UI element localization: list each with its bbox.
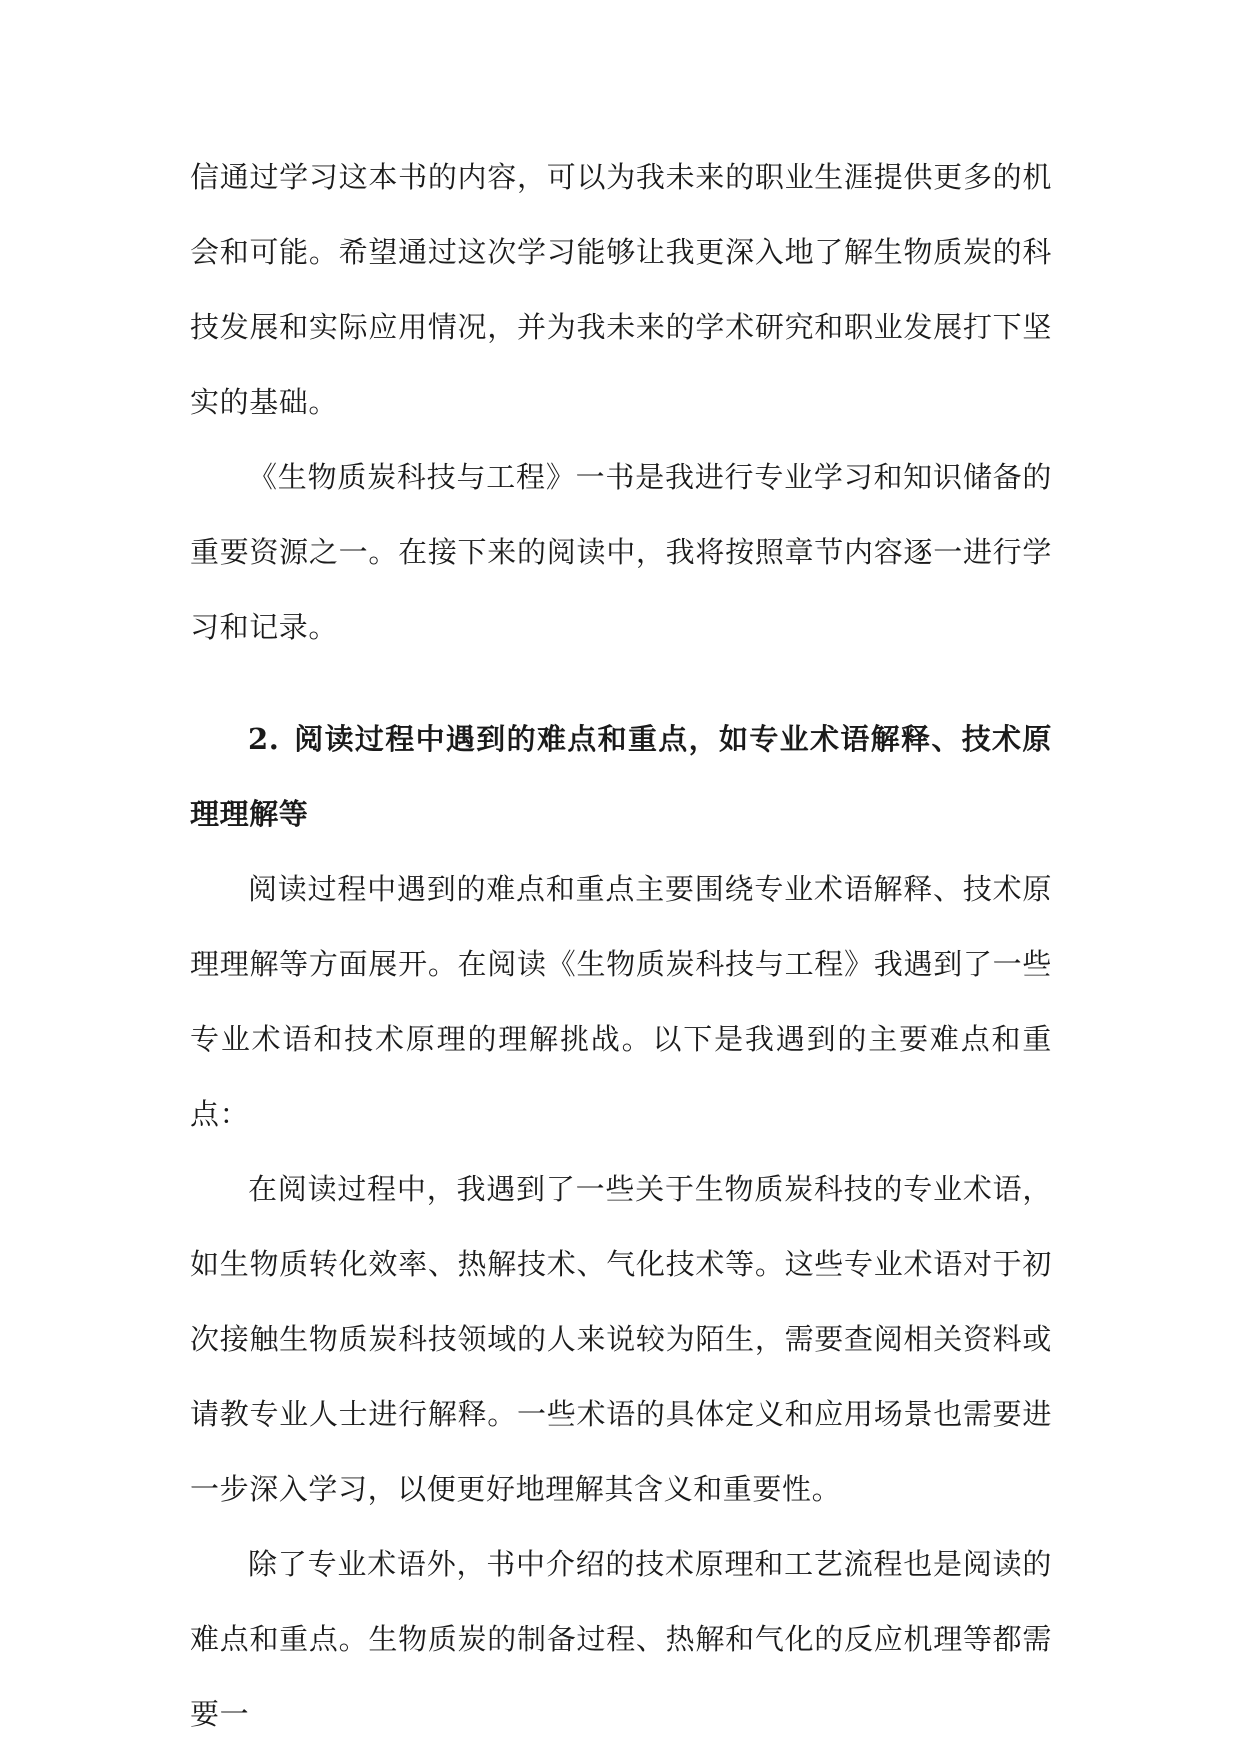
document-page xyxy=(190,140,1052,1752)
paragraph-continuation: 信通过学习这本书的内容，可以为我未来的职业生涯提供更多的机会和可能。希望通过这次学习能够让我更深入地了解生物质炭的科技发展和实际应用情况，并为我未来的学术研究和职业发展打下坚实的基础。 xyxy=(190,160,1052,419)
paragraph-book-resource: 《生物质炭科技与工程》一书是我进行专业学习和知识储备的重要资源之一。在接下来的阅读中，我将按照章节内容逐一进行学习和记录。 xyxy=(190,460,1052,644)
paragraph-principles: 除了专业术语外，书中介绍的技术原理和工艺流程也是阅读的难点和重点。生物质炭的制备过程、热解和气化的反应机理等都需要一 xyxy=(190,1547,1052,1731)
section-title: 阅读过程中遇到的难点和重点，如专业术语解释、技术原理理解等 xyxy=(190,722,1052,831)
section-number: 2. xyxy=(248,722,280,756)
paragraph-difficulties-intro: 阅读过程中遇到的难点和重点主要围绕专业术语解释、技术原理理解等方面展开。在阅读《生物质炭科技与工程》我遇到了一些专业术语和技术原理的理解挑战。以下是我遇到的主要难点和重点： xyxy=(190,872,1052,1131)
paragraph-terminology: 在阅读过程中，我遇到了一些关于生物质炭科技的专业术语，如生物质转化效率、热解技术、气化技术等。这些专业术语对于初次接触生物质炭科技领域的人来说较为陌生，需要查阅相关资料或请教专业人士进行解释。一些术语的具体定义和应用场景也需要进一步深入学习，以便更好地理解其含义和重要性。 xyxy=(190,1172,1052,1506)
section-heading xyxy=(190,702,1052,852)
